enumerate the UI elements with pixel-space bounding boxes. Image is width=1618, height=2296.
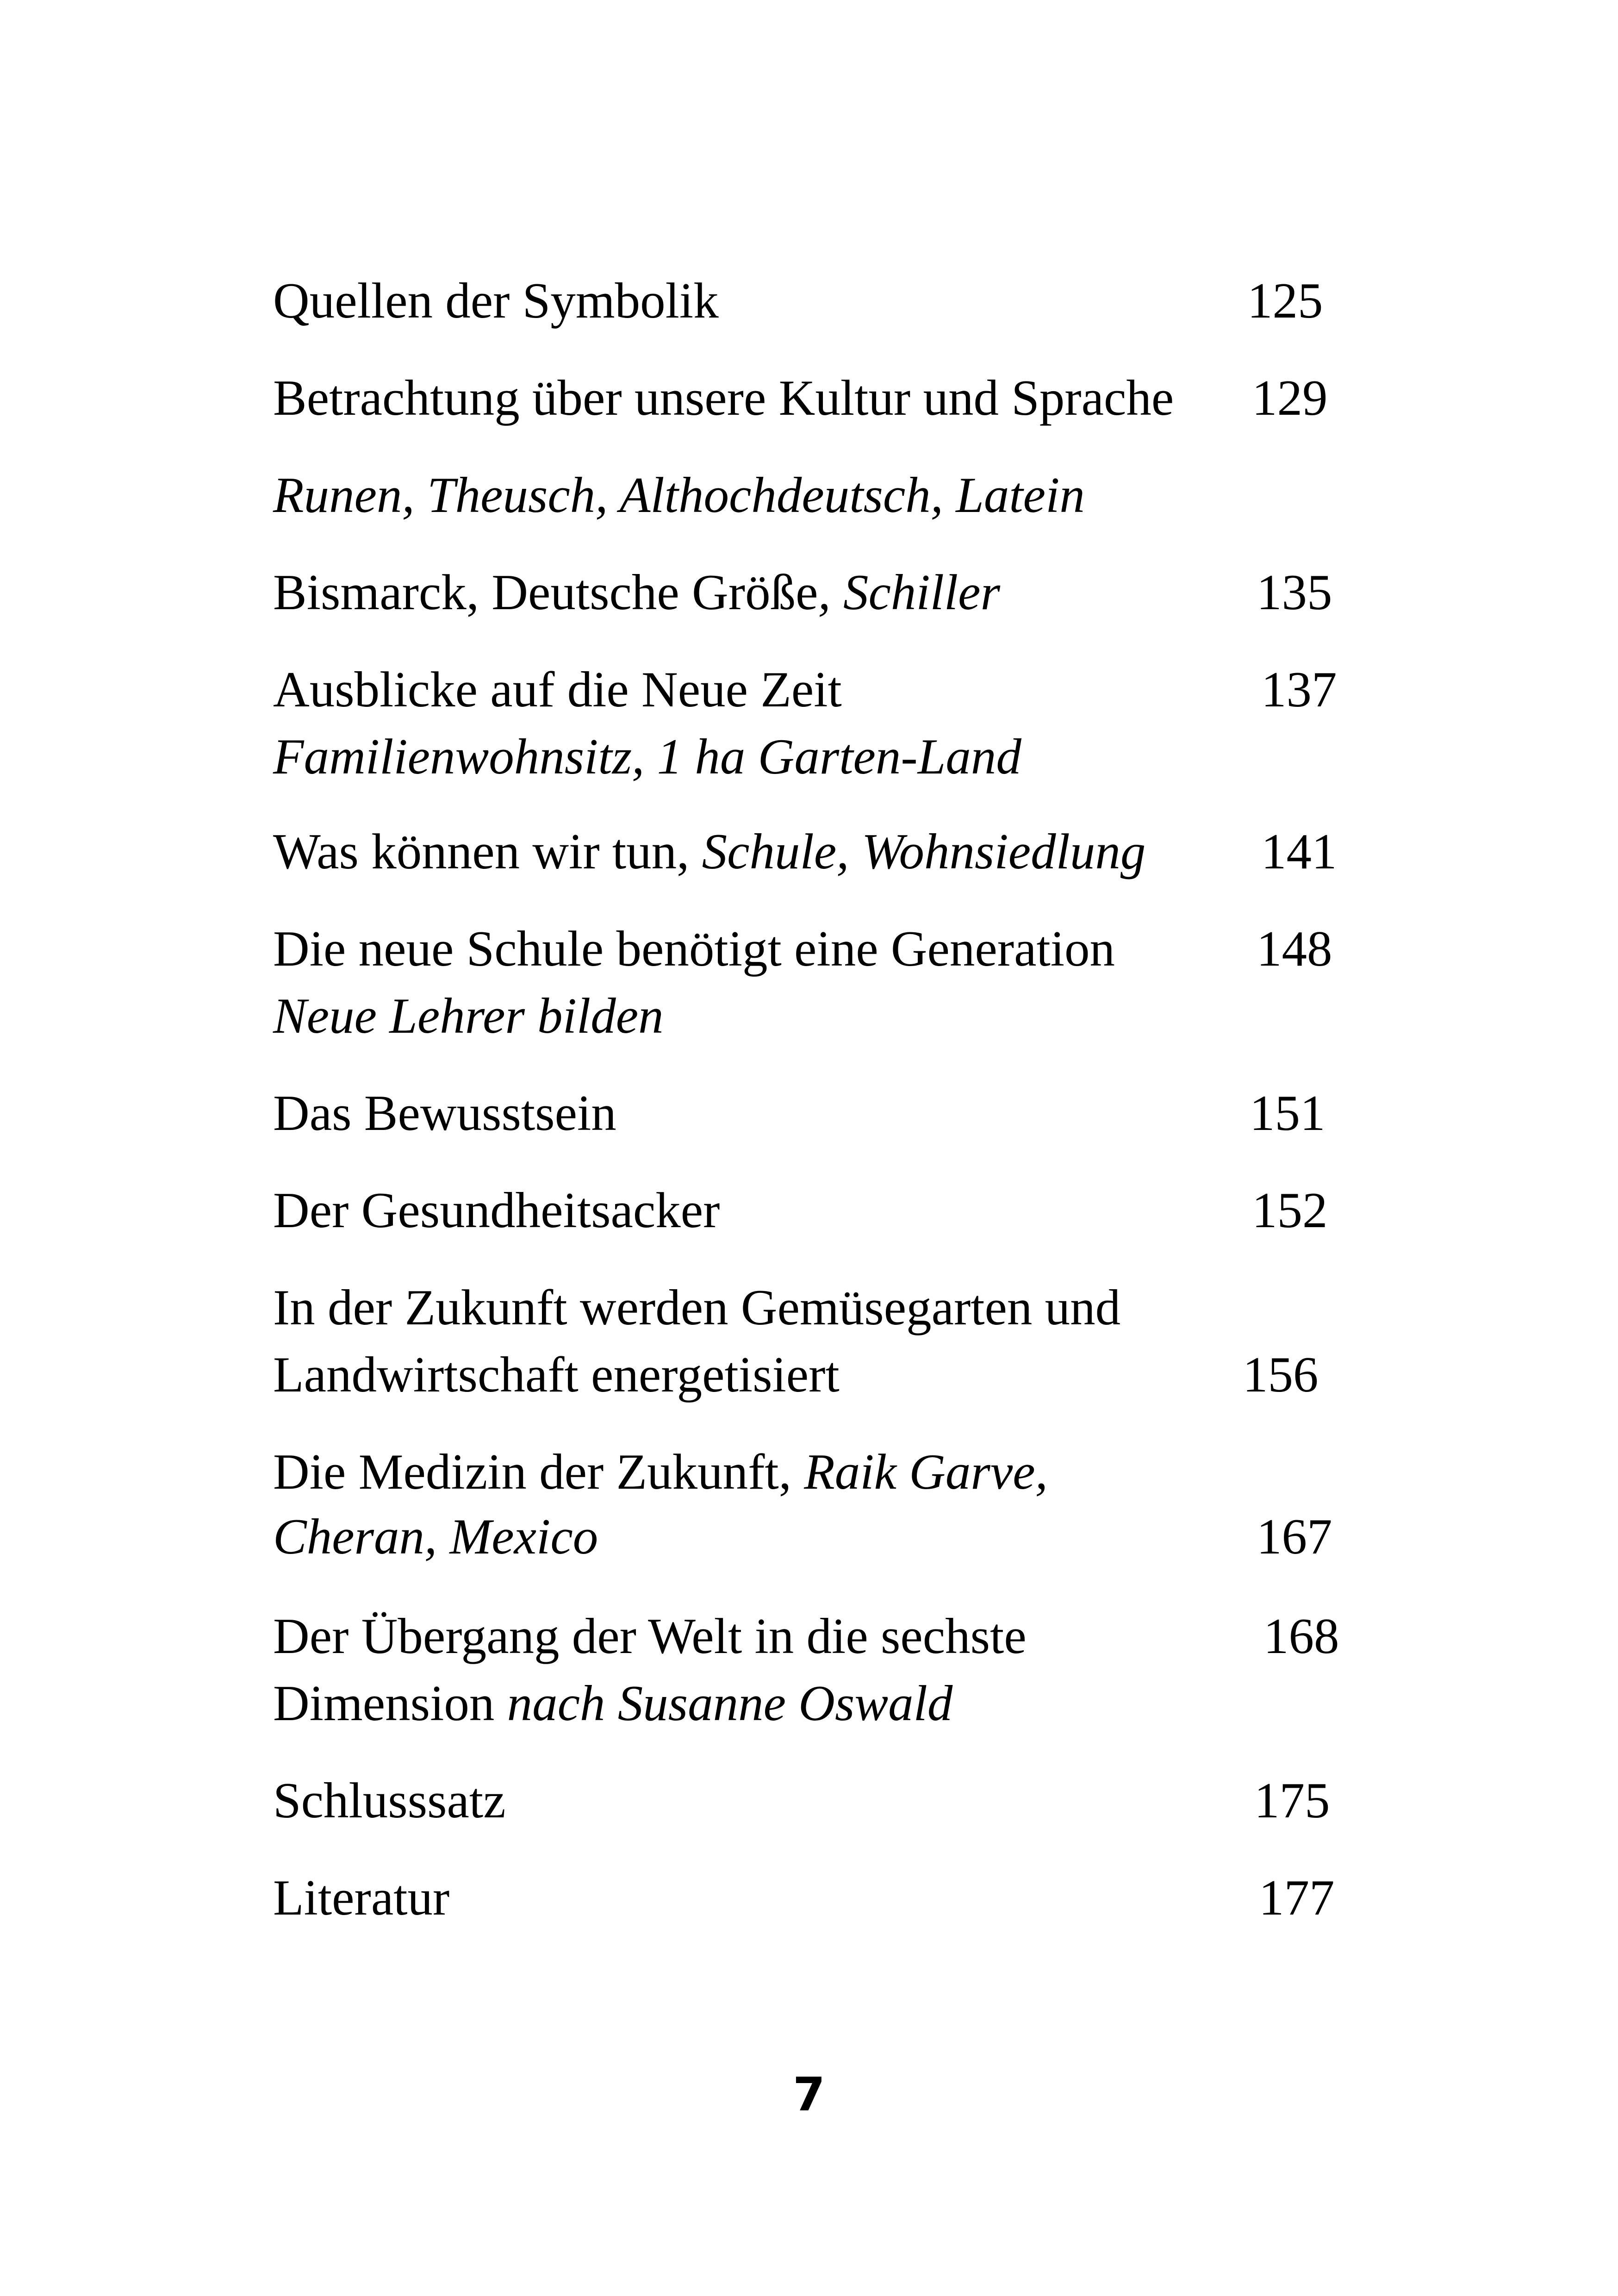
toc-entry-title: Betrachtung über unsere Kultur und Sprache — [273, 370, 1174, 426]
toc-entry-page: 156 — [1243, 1347, 1319, 1403]
toc-entry-page: 129 — [1252, 370, 1328, 426]
toc-entry-title: Literatur — [273, 1870, 450, 1926]
toc-entry-title: Das Bewusstsein — [273, 1085, 616, 1141]
page-number: 7 — [793, 2067, 825, 2121]
toc-entry-title: Die neue Schule benötigt eine Generation — [273, 921, 1115, 977]
toc-entry-title: Schlusssatz — [273, 1772, 506, 1828]
toc-entry-subtitle: Cheran, Mexico — [273, 1509, 598, 1565]
toc-entry-page: 177 — [1259, 1870, 1335, 1926]
toc-entry-title — [273, 1440, 1048, 1504]
toc-entry-page: 137 — [1261, 661, 1337, 718]
toc-entry-page: 141 — [1261, 824, 1337, 880]
toc-entry-page: 125 — [1247, 273, 1323, 329]
toc-entry-title: Quellen der Symbolik — [273, 273, 719, 329]
toc-entry-title-text: Bismarck, Deutsche Größe — [273, 564, 818, 620]
toc-entry-title-continued — [273, 1671, 952, 1736]
toc-entry-title-italic: , Schiller — [818, 564, 1000, 620]
toc-entry-title-italic: Schule, Wohnsiedlung — [702, 824, 1146, 880]
toc-entry-title: In der Zukunft werden Gemüsegarten und — [273, 1279, 1121, 1335]
toc-entry-title — [273, 819, 1145, 884]
toc-entry-page: 168 — [1263, 1608, 1339, 1664]
toc-entry-title — [273, 560, 1000, 625]
toc-entry-subtitle: Neue Lehrer bilden — [273, 988, 664, 1044]
toc-entry-title-text: Was können wir tun, — [273, 824, 702, 880]
toc-entry-title: Der Übergang der Welt in die sechste — [273, 1608, 1027, 1664]
toc-entry-page: 148 — [1257, 921, 1332, 977]
toc-entry-title-text: Dimension — [273, 1675, 507, 1731]
toc-entry-subtitle: Familienwohnsitz, 1 ha Garten-Land — [273, 729, 1021, 785]
toc-entry-title-continued: Landwirtschaft energetisiert — [273, 1347, 840, 1403]
toc-entry-title-italic: nach Susanne Oswald — [507, 1675, 953, 1731]
toc-entry-title-text: Die Medizin der Zukunft, — [273, 1444, 804, 1500]
toc-entry-page: 152 — [1252, 1182, 1328, 1238]
toc-entry-title: Der Gesundheitsacker — [273, 1182, 720, 1238]
toc-entry-page: 175 — [1254, 1772, 1330, 1828]
toc-entry-title: Ausblicke auf die Neue Zeit — [273, 661, 842, 718]
toc-entry-title-italic: Raik Garve, — [804, 1444, 1048, 1500]
toc-entry-page: 167 — [1257, 1509, 1332, 1565]
toc-entry-subtitle: Runen, Theusch, Althochdeutsch, Latein — [273, 467, 1085, 523]
toc-entry-page: 151 — [1250, 1085, 1326, 1141]
toc-entry-page: 135 — [1257, 564, 1332, 620]
